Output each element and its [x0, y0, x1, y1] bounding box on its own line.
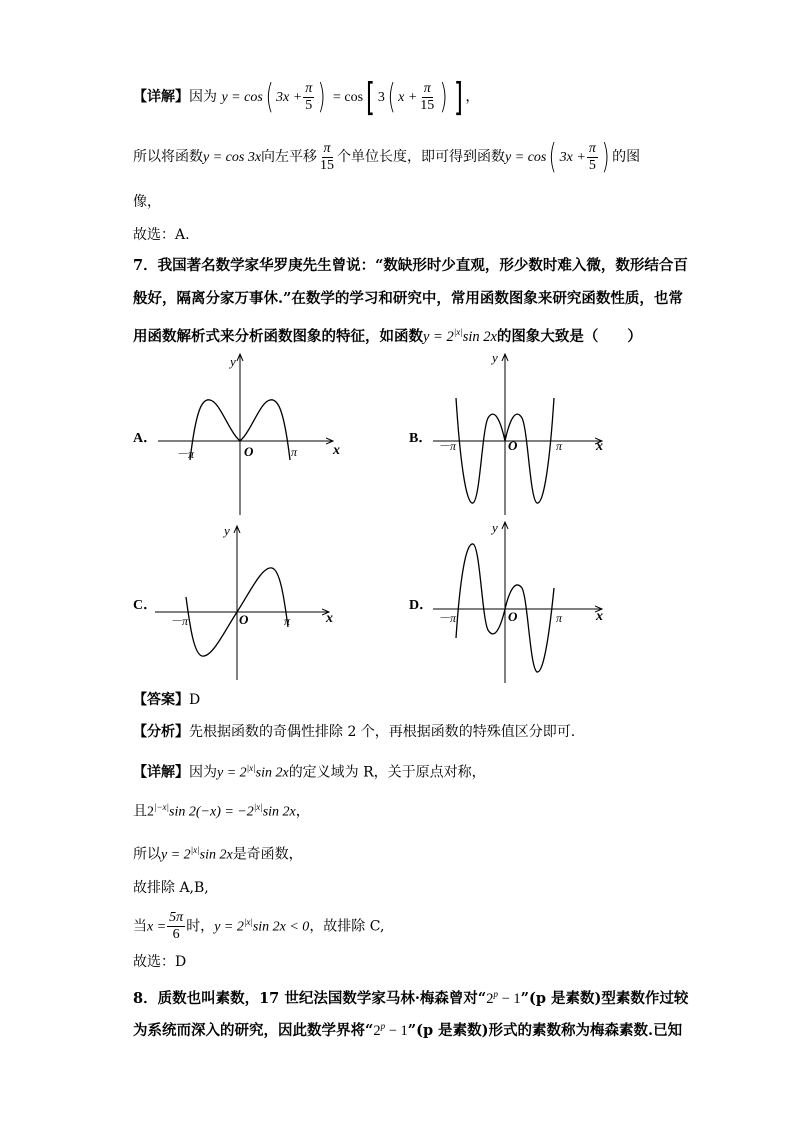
answer-tag: 【答案】 [133, 692, 189, 708]
paren-close: ) [439, 77, 448, 117]
text: 且 [133, 803, 147, 820]
frac-den: 15 [320, 157, 335, 173]
math-sup: |x| [246, 763, 256, 773]
text: 向左平移 [261, 149, 318, 165]
fraction-pi-5 [303, 81, 314, 114]
detail-line-4: 故选：A. [133, 227, 190, 243]
math-sup: |x| [190, 845, 200, 855]
y-label: y [492, 350, 498, 365]
text: 的定义域为 R，关于原点对称， [288, 764, 486, 781]
math-expr: sin 2x < 0 [252, 919, 310, 935]
paren-close: ) [317, 77, 326, 117]
math-expr: − 1 [385, 1022, 408, 1039]
frac-num: π [423, 80, 431, 96]
pi-label: π [291, 445, 298, 459]
frac-num: π [323, 140, 331, 156]
text: ， [295, 803, 310, 820]
math-expr: y = 2 [217, 765, 247, 781]
fraction-5pi-6 [167, 910, 185, 943]
x-label: x [596, 439, 603, 454]
x-label: x [326, 611, 333, 626]
option-a-label[interactable]: A． [133, 431, 158, 446]
math-expr: y = cos [505, 150, 547, 165]
text: ”(p 是素数)形式的素数称为梅森素数.已知 [407, 1021, 683, 1039]
analysis-line [133, 722, 575, 742]
math-sup: |x| [453, 327, 463, 337]
option-c-label[interactable]: C． [133, 598, 158, 613]
graph-option-a[interactable] [150, 350, 350, 518]
math-expr: 3x + [276, 90, 303, 105]
detail-d3 [133, 840, 303, 866]
y-label: y [230, 354, 236, 369]
math-expr: 2 [147, 804, 154, 820]
paren-open: ( [549, 137, 557, 177]
frac-den: 5 [588, 157, 596, 173]
text: 因为 [189, 764, 217, 781]
math-expr: = cos [332, 90, 364, 105]
x-label: x [333, 443, 340, 458]
neg-pi-label: －π [438, 611, 457, 625]
math-sup: |x| [253, 802, 263, 812]
frac-num: π [588, 140, 596, 156]
text: 用函数解析式来分析函数图象的特征，如函数 [133, 327, 423, 345]
graph-option-b[interactable] [428, 350, 613, 518]
analysis-text: 先根据函数的奇偶性排除 2 个，再根据函数的特殊值区分即可. [189, 724, 576, 740]
text-because: 因为 [189, 89, 217, 105]
q8-line-1 [133, 984, 688, 1009]
math-expr: 3x + [559, 150, 586, 165]
y-label: y [224, 523, 230, 538]
text: ，故排除 C, [309, 918, 385, 935]
math-expr: 3 [377, 90, 385, 105]
answer-value: D [189, 692, 201, 708]
pi-label: π [556, 611, 563, 625]
q7-line-1: 7．我国著名数学家华罗庚先生曾说：“数缺形时少直观，形少数时难入微，数形结合百 [133, 257, 688, 274]
text: ”(p 是素数)型素数作过较 [520, 989, 689, 1007]
detail-d5 [133, 910, 384, 943]
detail-line-2 [133, 137, 641, 177]
paren-open: ( [387, 77, 396, 117]
math-expr: 2 [373, 1022, 381, 1039]
math-expr: 2 [486, 990, 494, 1007]
q7-line-3 [133, 322, 642, 347]
frac-num: 5π [169, 910, 184, 925]
pi-label: π [556, 439, 563, 453]
text: 时， [186, 918, 215, 935]
text: 的图象大致是（ ） [496, 327, 642, 345]
fraction-pi-5 [587, 141, 598, 174]
math-expr: sin 2x [199, 847, 233, 863]
fraction-pi-15 [418, 81, 436, 114]
origin-label: O [239, 612, 249, 627]
neg-pi-label: －π [176, 447, 195, 461]
math-expr: y = cos 3x [203, 150, 262, 165]
detail-line-1 [133, 75, 480, 119]
math-expr: x = [147, 919, 167, 935]
paren-close: ) [601, 137, 610, 177]
text: 所以 [133, 846, 161, 863]
x-label: x [596, 609, 603, 624]
text-comma: ， [465, 89, 480, 105]
answer-line [133, 690, 200, 710]
paren-open: ( [265, 77, 274, 117]
math-expr: y = 2 [423, 328, 454, 345]
analysis-tag: 【分析】 [133, 724, 189, 740]
origin-label: O [244, 444, 254, 459]
y-label: y [492, 520, 498, 535]
text: 是奇函数， [232, 846, 303, 863]
detail-d2 [133, 797, 310, 823]
detail-d1 [133, 758, 486, 784]
math-sup: p [380, 1021, 386, 1031]
neg-pi-label: －π [438, 439, 457, 453]
text: 个单位长度，即可得到函数 [337, 149, 506, 165]
text: 为系统而深入的研究，因此数学界将“ [133, 1021, 374, 1039]
math-expr: sin 2(−x) = −2 [169, 804, 254, 820]
frac-den: 5 [305, 97, 313, 113]
text: 当 [133, 918, 147, 935]
frac-den: 15 [420, 97, 435, 113]
text: 的图 [612, 149, 641, 165]
math-expr: y = 2 [214, 919, 244, 935]
option-d-label[interactable]: D． [409, 598, 434, 613]
detail-tag: 【详解】 [133, 764, 189, 781]
text: 8．质数也叫素数，17 世纪法国数学家马林·梅森曾对“ [133, 989, 487, 1007]
detail-tag: 【详解】 [133, 89, 189, 105]
detail-d6: 故选：D [133, 954, 187, 970]
bracket-open: [ [365, 75, 375, 119]
origin-label: O [508, 438, 518, 453]
math-sup: p [493, 989, 498, 999]
option-b-label[interactable]: B． [409, 431, 433, 446]
graph-option-c[interactable] [150, 522, 350, 682]
detail-line-3: 像， [133, 194, 161, 210]
fraction-pi-15 [318, 141, 336, 174]
math-expr: x + [398, 90, 418, 105]
origin-label: O [508, 609, 518, 624]
math-expr: − 1 [497, 990, 521, 1007]
q8-line-2 [133, 1016, 682, 1041]
math-expr: y = cos [221, 90, 263, 105]
frac-den: 6 [172, 927, 180, 942]
math-expr: y = 2 [161, 847, 191, 863]
math-sup: |−x| [154, 802, 170, 812]
text: 所以将函数 [133, 149, 203, 165]
bracket-close: ] [453, 75, 463, 119]
pi-label: π [284, 614, 291, 628]
math-expr: sin 2x [255, 765, 289, 781]
math-expr: sin 2x [462, 328, 497, 345]
neg-pi-label: －π [170, 614, 189, 628]
graph-option-d[interactable] [428, 518, 613, 686]
math-sup: |x| [243, 916, 253, 927]
math-expr: sin 2x [262, 804, 296, 820]
q7-line-2: 般好，隔离分家万事休.”在数学的学习和研究中，常用函数图象来研究函数性质，也常 [133, 290, 683, 307]
detail-d4: 故排除 A,B, [133, 880, 209, 896]
frac-num: π [305, 80, 313, 96]
